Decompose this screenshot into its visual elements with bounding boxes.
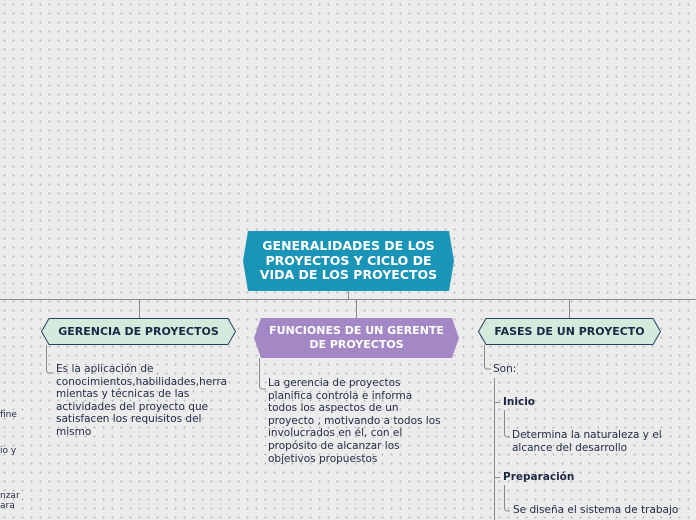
topic-funciones-gerente[interactable] bbox=[254, 318, 459, 358]
root-topic-title: GENERALIDADES DE LOS PROYECTOS Y CICLO DE VIDA DE LOS PROYECTOS bbox=[259, 238, 438, 283]
topic-funciones-title: FUNCIONES DE UN GERENTE DE PROYECTOS bbox=[269, 324, 444, 351]
topic-fases-title: FASES DE UN PROYECTO bbox=[494, 324, 645, 338]
fases-intro: Son: bbox=[493, 363, 517, 375]
phase-preparacion-description: Se diseña el sistema de trabajo bbox=[513, 504, 679, 516]
connector-son bbox=[485, 345, 492, 369]
connector-text-2 bbox=[260, 358, 267, 389]
connector-text-1 bbox=[47, 345, 55, 373]
funciones-description: La gerencia de proyectos planifica controla e informa todos los aspectos de un proyecto , motivando a todos los involucrados en él, con el propósito de alcanzar los objetivos propuestos bbox=[268, 377, 441, 465]
phase-preparacion-title[interactable]: Preparación bbox=[503, 471, 575, 483]
topic-gerencia-title: GERENCIA DE PROYECTOS bbox=[58, 324, 219, 338]
gerencia-description: Es la aplicación de conocimientos,habilidades,herra mientas y técnicas de las actividades del proyecto que satisfacen los requisitos del mismo bbox=[56, 363, 228, 438]
phase-inicio-title[interactable]: Inicio bbox=[503, 396, 536, 408]
phase-inicio-description: Determina la naturaleza y el alcance del desarrollo bbox=[512, 429, 662, 454]
connector-preparacion-text bbox=[505, 485, 511, 511]
topic-gerencia-de-proyectos[interactable] bbox=[41, 318, 236, 345]
offscreen-fragment-1: fine bbox=[0, 410, 17, 420]
offscreen-fragment-2: io y bbox=[0, 446, 17, 456]
connector-inicio-text bbox=[505, 410, 511, 437]
topic-fases-de-un-proyecto[interactable] bbox=[478, 318, 661, 345]
root-topic[interactable] bbox=[243, 231, 454, 291]
offscreen-fragment-3: nzar ara bbox=[0, 491, 20, 511]
